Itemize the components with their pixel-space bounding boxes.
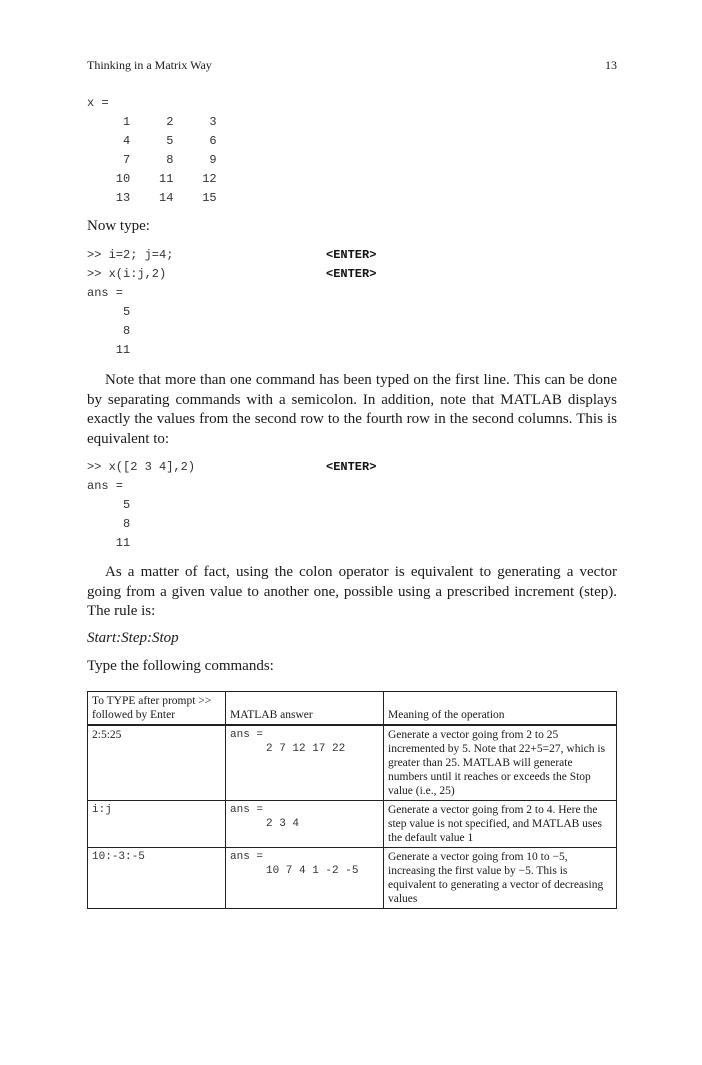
type-following-text: Type the following commands:: [87, 658, 274, 674]
code-block-vector-index: [87, 458, 377, 553]
code-line: 7 8 9: [87, 153, 217, 167]
enter-key-label: <ENTER>: [326, 460, 377, 474]
cmd-cell: i:j: [88, 801, 226, 848]
answer-cell: [226, 848, 384, 909]
column-header: MATLAB answer: [226, 692, 384, 726]
ans-value: 10 7 4 1 -2 -5: [266, 865, 359, 877]
code-line: ans =: [87, 479, 124, 493]
meaning-cell: Generate a vector going from 10 to −5, increasing the first value by −5. This is equivalent to generating a vector of decreasing values: [384, 848, 617, 909]
answer-cell: [226, 725, 384, 801]
code-line: ans =: [87, 286, 124, 300]
answer-cell: [226, 801, 384, 848]
code-line: 10 11 12: [87, 172, 217, 186]
table-row: [88, 848, 617, 909]
now-type-text: Now type:: [87, 218, 150, 234]
cmd-cell: 2:5:25: [88, 725, 226, 801]
meaning-cell: Generate a vector going from 2 to 4. Here the step value is not specified, and MATLAB uses the default value 1: [384, 801, 617, 848]
page-number: 13: [605, 58, 617, 72]
code-line: 4 5 6: [87, 134, 217, 148]
table-header-row: [88, 692, 617, 726]
column-header: To TYPE after prompt >> followed by Enter: [88, 692, 226, 726]
table-row: [88, 801, 617, 848]
code-block-index-range: [87, 246, 377, 360]
enter-key-label: <ENTER>: [326, 248, 377, 262]
column-header: Meaning of the operation: [384, 692, 617, 726]
code-line: 11: [87, 343, 131, 357]
code-line: >> x([2 3 4],2): [87, 460, 196, 474]
rule-text: Start:Step:Stop: [87, 630, 179, 646]
colon-operator-table: [87, 691, 617, 909]
code-line: 5: [87, 498, 131, 512]
code-line: >> x(i:j,2): [87, 267, 167, 281]
ans-label: ans =: [230, 804, 264, 816]
ans-label: ans =: [230, 851, 264, 863]
cmd-cell: 10:-3:-5: [88, 848, 226, 909]
meaning-cell: Generate a vector going from 2 to 25 incremented by 5. Note that 22+5=27, which is greater than 25. MATLAB will generate numbers until it reaches or exceeds the Stop value (i.e., 25): [384, 725, 617, 801]
code-line: 13 14 15: [87, 191, 217, 205]
running-title: Thinking in a Matrix Way: [87, 58, 212, 72]
code-line: 8: [87, 517, 131, 531]
code-line: 1 2 3: [87, 115, 217, 129]
ans-value: 2 3 4: [266, 818, 300, 830]
table-row: [88, 725, 617, 801]
paragraph-colon-operator: As a matter of fact, using the colon operator is equivalent to generating a vector going from a given value to another one, possible using a prescribed increment (step). The rule is:: [87, 564, 617, 619]
code-line: 5: [87, 305, 131, 319]
paragraph-semicolon: Note that more than one command has been typed on the first line. This can be done by separating commands with a semicolon. In addition, note that MATLAB displays exactly the values from the second row to the fourth row in the second columns. This is equivalent to:: [87, 372, 617, 447]
code-block-matrix-x: [87, 94, 217, 208]
ans-value: 2 7 12 17 22: [266, 743, 346, 755]
enter-key-label: <ENTER>: [326, 267, 377, 281]
code-line: x =: [87, 96, 109, 110]
code-line: >> i=2; j=4;: [87, 248, 174, 262]
ans-label: ans =: [230, 729, 264, 741]
code-line: 8: [87, 324, 131, 338]
code-line: 11: [87, 536, 131, 550]
